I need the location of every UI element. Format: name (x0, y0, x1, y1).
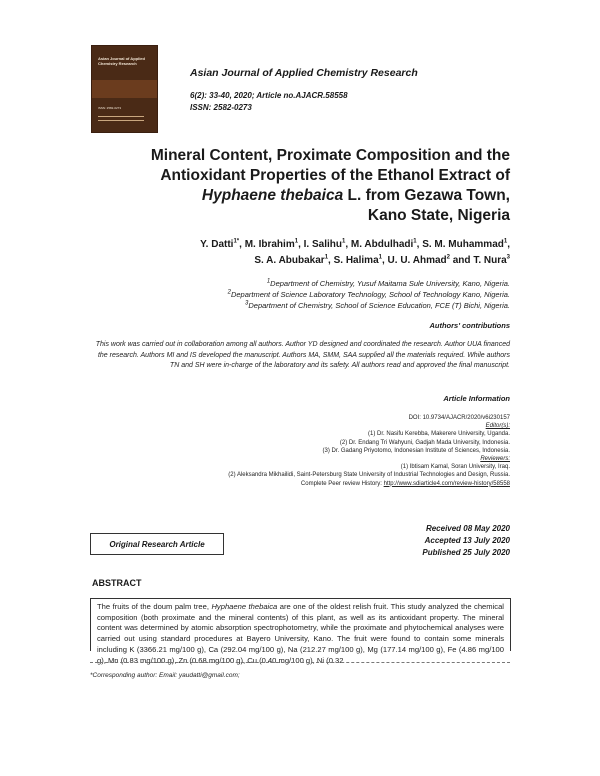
author: S. Halima (333, 255, 379, 266)
title-line: Mineral Content, Proximate Composition and the (150, 147, 510, 164)
author: Y. Datti (200, 239, 234, 250)
editor-entry: (2) Dr. Endang Tri Wahyuni, Gadjah Mada University, Indonesia. (339, 439, 510, 446)
author-affil-mark: 1 (503, 238, 508, 245)
author-affil-mark: 1* (233, 238, 240, 245)
reviewers-label: Reviewers: (480, 456, 510, 463)
author: S. A. Abubakar (254, 255, 325, 266)
issue-info: 6(2): 33-40, 2020; Article no.AJACR.58558 (190, 91, 348, 100)
affiliation-mark: 3 (245, 300, 249, 307)
author: T. Nura (473, 255, 507, 266)
cover-rule (98, 116, 144, 117)
title-line (80, 186, 510, 206)
author-affil-mark: 1 (413, 238, 417, 245)
author-affil-mark: 2 (446, 254, 450, 261)
paper-title (80, 146, 510, 226)
article-info (90, 414, 510, 488)
affiliations (80, 278, 510, 311)
affiliation-mark: 1 (266, 278, 271, 285)
affiliation-text: Department of Chemistry, School of Science Education, FCE (T) Bichi, Nigeria. (248, 301, 510, 310)
author-line: S. A. Abubakar$^1$, S. Halima$^1$, U. U. Ahmad$^2$ and T. Nura$^3$ (254, 254, 510, 266)
author: S. M. Muhammad (422, 239, 504, 250)
title-line: Kano State, Nigeria (367, 207, 510, 224)
contributions-text: This work was carried out in collaboration among all authors. Author YD designed and coordinated the research. Author UUA financed the research. Authors MI and IS developed the manuscript. Authors MA, SMM, SAA supplied all the materials required. While authors TN and SH were in-charge of the laboratory and its safety. All authors read and approved the final manuscript. (95, 341, 510, 369)
abstract-part: The fruits of the doum palm tree, (97, 602, 212, 611)
author-line: Y. Datti$^{1*}$, M. Ibrahim$^1$, I. Salihu$^1$, M. Abdulhadi$^1$, S. M. Muhammad$^1$, (200, 238, 510, 250)
affiliation-text: Department of Chemistry, Yusuf Maitama Sule University, Kano, Nigeria. (270, 279, 510, 288)
cover-rule (98, 120, 144, 121)
author-affil-mark: 1 (324, 254, 329, 261)
published-date: Published 25 July 2020 (422, 548, 510, 557)
author: M. Ibrahim (244, 239, 295, 250)
author: I. Salihu (303, 239, 342, 250)
species-name: Hyphaene thebaica (211, 602, 278, 611)
editors-label: Editor(s): (485, 423, 510, 430)
abstract-text (97, 602, 504, 666)
cover-issn: ISSN: 2582-0273 (98, 106, 122, 110)
corresponding-author-footnote: *Corresponding author: Email: yaudatti@gmail.com; (90, 672, 240, 679)
article-type-box (90, 533, 224, 555)
received-date: Received 08 May 2020 (425, 524, 510, 533)
reviewer-entry: (1) Ibtisam Kamal, Soran University, Iraq. (400, 464, 510, 471)
affiliation (80, 278, 510, 289)
review-history-label: Complete Peer review History: (300, 480, 384, 487)
affiliation-mark: 2 (227, 289, 231, 296)
affiliation-text: Department of Science Laboratory Technology, School of Technology Kano, Nigeria. (230, 290, 510, 299)
affiliation (80, 289, 510, 300)
accepted-date: Accepted 13 July 2020 (424, 536, 510, 545)
doi[interactable]: DOI: 10.9734/AJACR/2020/v6i230157 (408, 415, 510, 421)
cover-title: Asian Journal of Applied Chemistry Research (98, 56, 145, 66)
title-line-rest: L. from Gezawa Town, (343, 187, 510, 204)
reviewer-entry: (2) Aleksandra Mikhailidi, Saint-Petersburg State University of Industrial Technologies and Design, Russia. (228, 472, 510, 479)
review-history (90, 480, 510, 488)
author-affil-mark: 1 (294, 238, 299, 245)
title-line: Antioxidant Properties of the Ethanol Extract of (160, 167, 510, 184)
journal-name: Asian Journal of Applied Chemistry Research (190, 67, 418, 79)
author-affil-mark: 3 (506, 254, 510, 261)
review-history-link[interactable]: http://www.sdiarticle4.com/review-history/58558 (383, 480, 510, 487)
author: U. U. Ahmad (387, 255, 447, 266)
article-type-label: Original Research Article (109, 539, 205, 549)
abstract-part: are one of the oldest relish fruit. This study analyzed the chemical composition (both proximate and the mineral contents) of this plant, as well as its antioxidant property. The mineral content was determined by atomic absorption spectrophotometry, while the proximate and phytochemical analyses were carried out using standard procedures at Bayero University, Kano. The fruit were found to contain some minerals including K (3366.21 mg/100 g), Ca (292.04 mg/100 g), Na (212.27 mg/100 g), Mg (177.14 mg/100 g), Fe (4.86 mg/100 g), Mn (0.83 mg/100 g), Zn (0.68 mg/100 g), Cu (0.40 mg/100 g), Ni (0.32 (97, 602, 504, 665)
editor-entry: (3) Dr. Gadang Priyotomo, Indonesian Institute of Sciences, Indonesia. (322, 447, 510, 454)
footnote-divider (90, 662, 510, 663)
species-name: Hyphaene thebaica (201, 187, 344, 204)
issn: ISSN: 2582-0273 (190, 103, 252, 112)
journal-cover-image (92, 46, 157, 132)
editor-entry: (1) Dr. Nasifu Kerebba, Makerere University, Uganda. (368, 431, 510, 438)
author: M. Abdulhadi (350, 239, 414, 250)
article-info-heading: Article Information (443, 394, 510, 403)
abstract-box (90, 598, 511, 665)
contributions-heading: Authors' contributions (429, 321, 510, 330)
abstract-heading: ABSTRACT (92, 578, 142, 588)
author-affil-mark: 1 (341, 238, 346, 245)
affiliation (80, 300, 510, 311)
cover-band (92, 80, 157, 98)
author-affil-mark: 1 (378, 254, 382, 261)
author-list (80, 237, 510, 269)
publication-dates (422, 523, 510, 559)
